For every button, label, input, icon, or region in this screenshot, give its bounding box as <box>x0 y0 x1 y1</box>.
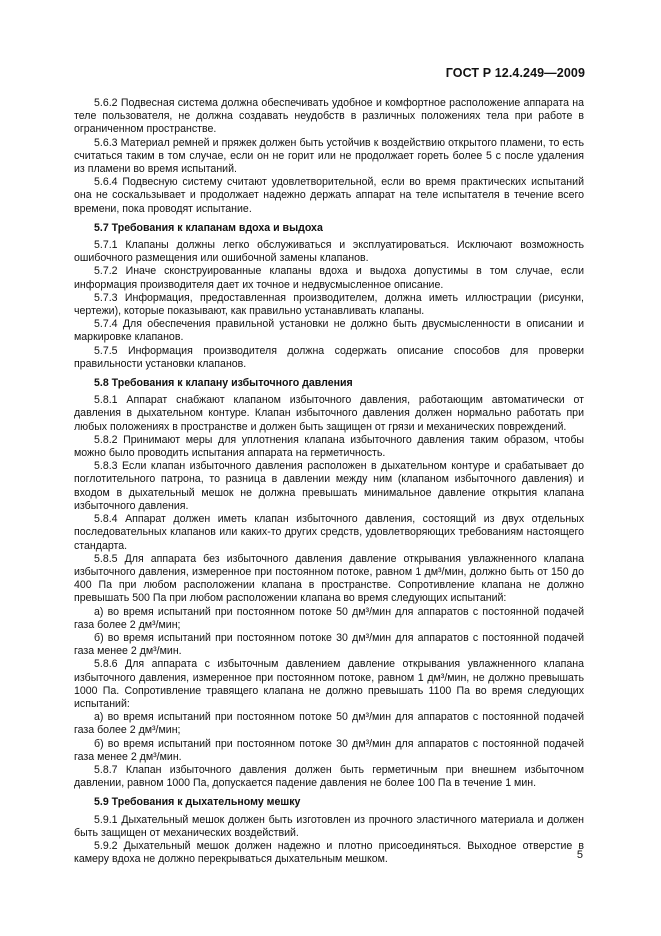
page-number: 5 <box>576 849 583 861</box>
paragraph-5-8-7: 5.8.7 Клапан избыточного давления должен быть герметичным при внешнем избыточном давлении, равном 1000 Па, допускается падение давления не более 100 Па в течение 1 мин. <box>74 763 584 790</box>
paragraph-5-8-2: 5.8.2 Принимают меры для уплотнения клапана избыточного давления таким образом, чтобы можно было проводить испытания аппарата на герметичность. <box>74 433 584 460</box>
paragraph-5-8-6: 5.8.6 Для аппарата с избыточным давлением давление открывания увлажненного клапана избыточного давления, измеренное при постоянном потоке, равном 1 дм³/мин, не должно превышать 1000 Па. Сопротивление травящего клапана не должно превышать 1100 Па во время следующих испытаний: <box>74 658 584 710</box>
paragraph-5-7-3: 5.7.3 Информация, предоставленная производителем, должна иметь иллюстрации (рисунки, чертежи), которые показывают, как правильно устанавливать клапаны. <box>74 291 584 318</box>
document-body <box>74 97 584 866</box>
list-item-5-8-5-a: а) во время испытаний при постоянном потоке 50 дм³/мин для аппаратов с постоянной подачей газа более 2 дм³/мин; <box>74 605 584 631</box>
paragraph-5-7-1: 5.7.1 Клапаны должны легко обслуживаться и эксплуатироваться. Исключают возможность ошибочного размещения или ошибочной замены клапанов. <box>74 239 584 265</box>
paragraph-5-8-1: 5.8.1 Аппарат снабжают клапаном избыточного давления, работающим автоматически от давления в дыхательном контуре. Клапан избыточного давления должен нормально работать при любых положениях в пространстве и должен быть защищен от грязи и механических повреждений. <box>74 394 584 433</box>
paragraph-5-8-3: 5.8.3 Если клапан избыточного давления расположен в дыхательном контуре и срабатывает до поглотительного патрона, то разница в давлении между ним (клапаном избыточного давления) и входом в дыхательный мешок не должна превышать минимальное давление открытия клапана избыточного давления. <box>74 460 584 512</box>
document-code-header: ГОСТ Р 12.4.249—2009 <box>445 66 585 80</box>
paragraph-5-6-4: 5.6.4 Подвесную систему считают удовлетворительной, если во время практических испытаний она не соскальзывает и продолжает надежно держать аппарат на теле испытателя в течение всего времени, пока проводят испытание. <box>74 176 584 215</box>
section-heading-5-7: 5.7 Требования к клапанам вдоха и выдоха <box>94 221 323 234</box>
paragraph-5-7-5: 5.7.5 Информация производителя должна содержать описание способов для проверки правильности установки клапанов. <box>74 344 584 370</box>
paragraph-5-9-1: 5.9.1 Дыхательный мешок должен быть изготовлен из прочного эластичного материала и должен быть защищен от механических воздействий. <box>74 813 584 839</box>
paragraph-5-9-2: 5.9.2 Дыхательный мешок должен надежно и плотно присоединяться. Выходное отверстие в камеру вдоха не должно перекрываться дыхательным мешком. <box>74 839 584 866</box>
paragraph-5-7-4: 5.7.4 Для обеспечения правильной установки не должно быть двусмысленности в описании и маркировке клапанов. <box>74 318 584 344</box>
paragraph-5-8-5: 5.8.5 Для аппарата без избыточного давления давление открывания увлажненного клапана избыточного давления, измеренное при постоянном потоке, равном 1 дм³/мин, должно быть от 150 до 400 Па при любом расположении клапана в пространстве. Сопротивление клапана не должно превышать 500 Па при любом расположении клапана во время следующих испытаний: <box>74 552 584 605</box>
list-item-5-8-6-b: б) во время испытаний при постоянном потоке 30 дм³/мин для аппаратов с постоянной подачей газа менее 2 дм³/мин. <box>74 737 584 763</box>
paragraph-5-6-2: 5.6.2 Подвесная система должна обеспечивать удобное и комфортное расположение аппарата на теле пользователя, не должна создавать неудобств в различных положениях тела при работе в ограниченном пространстве. <box>74 97 584 136</box>
list-item-5-8-6-a: а) во время испытаний при постоянном потоке 50 дм³/мин для аппаратов с постоянной подачей газа более 2 дм³/мин; <box>74 711 584 737</box>
section-heading-5-8: 5.8 Требования к клапану избыточного давления <box>94 377 353 390</box>
paragraph-5-8-4: 5.8.4 Аппарат должен иметь клапан избыточного давления, состоящий из двух отдельных последовательных клапанов или каких-то других средств, удовлетворяющих требованиям настоящего стандарта. <box>74 513 584 552</box>
section-heading-5-9: 5.9 Требования к дыхательному мешку <box>94 796 301 809</box>
paragraph-5-6-3: 5.6.3 Материал ремней и пряжек должен быть устойчив к воздействию открытого пламени, то есть считаться таким в том случае, если он не горит или не продолжает гореть более 5 с после удаления из пламени во время испытаний. <box>74 136 584 176</box>
paragraph-5-7-2: 5.7.2 Иначе сконструированные клапаны вдоха и выдоха допустимы в том случае, если информация производителя дает их точное и недвусмысленное описание. <box>74 265 584 291</box>
list-item-5-8-5-b: б) во время испытаний при постоянном потоке 30 дм³/мин для аппаратов с постоянной подачей газа менее 2 дм³/мин. <box>74 631 584 658</box>
